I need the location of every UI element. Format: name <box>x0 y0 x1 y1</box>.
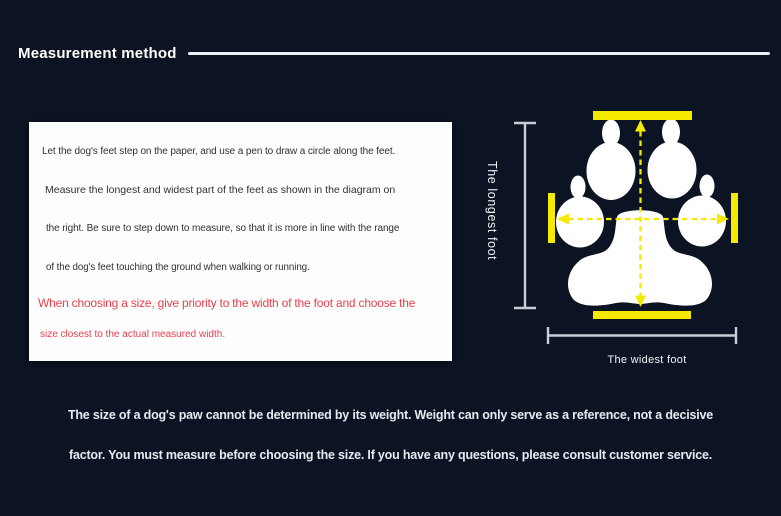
left-limit-bar <box>548 193 555 243</box>
title-rule <box>188 52 770 55</box>
arrow-up-head <box>635 120 646 132</box>
paw-diagram <box>480 100 760 380</box>
widest-foot-label: The widest foot <box>607 354 687 366</box>
instructions-box <box>29 122 452 361</box>
instruction-line: Measure the longest and widest part of the feet as shown in the diagram on <box>45 184 396 196</box>
instruction-line: Let the dog's feet step on the paper, and use a pen to draw a circle along the feet. <box>42 146 396 157</box>
paw-claw <box>700 175 715 198</box>
instruction-warning-line: When choosing a size, give priority to the width of the foot and choose the <box>38 296 416 310</box>
instruction-line: of the dog's feet touching the ground when walking or running. <box>46 262 310 273</box>
bottom-limit-bar <box>593 311 691 319</box>
top-limit-bar <box>593 111 692 120</box>
paw-toe <box>556 197 604 248</box>
longest-foot-measure-line <box>514 123 536 308</box>
instruction-warning-line: size closest to the actual measured width. <box>40 329 226 340</box>
paw-claw <box>662 119 680 146</box>
footer-note <box>0 408 781 462</box>
paw-claw <box>571 176 586 199</box>
instruction-line: the right. Be sure to step down to measure, so that it is more in line with the range <box>46 223 400 234</box>
right-limit-bar <box>731 193 738 243</box>
footer-line: The size of a dog's paw cannot be determined by its weight. Weight can only serve as a reference, not a decisive <box>67 408 714 422</box>
paw-toe <box>587 142 636 200</box>
widest-foot-measure-line <box>548 327 736 344</box>
section-title: Measurement method <box>18 45 177 62</box>
footer-line: factor. You must measure before choosing the size. If you have any questions, please consult customer service. <box>68 448 713 462</box>
longest-foot-label: The longest foot <box>485 161 499 261</box>
paw-toe <box>648 142 697 199</box>
